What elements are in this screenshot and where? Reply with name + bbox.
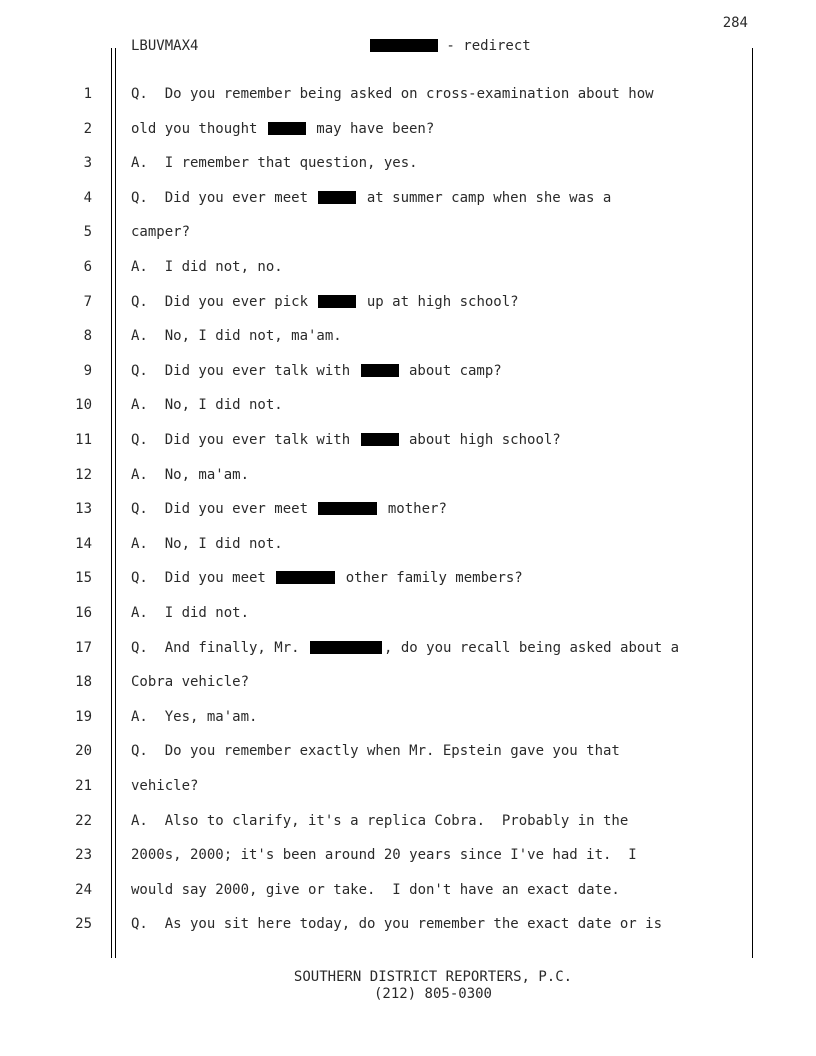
footer-phone: (212) 805-0300 — [373, 986, 492, 1002]
transcript-text: A. No, I did not. — [131, 536, 283, 552]
redaction-box — [318, 502, 377, 515]
transcript-line — [131, 882, 620, 898]
redaction-box — [268, 122, 306, 135]
transcript-text: 2000s, 2000; it's been around 20 years since I've had it. I — [131, 847, 637, 863]
transcript-text: mother? — [379, 501, 447, 517]
line-number: 11 — [75, 432, 92, 448]
transcript-text: camper? — [131, 224, 191, 240]
line-number: 12 — [75, 467, 92, 483]
transcript-text: vehicle? — [131, 778, 199, 794]
line-number: 7 — [83, 294, 92, 310]
transcript-line — [131, 363, 502, 379]
line-number: 8 — [83, 328, 92, 344]
transcript-text: may have been? — [307, 121, 435, 137]
transcript-line — [131, 916, 662, 932]
redaction-box — [310, 641, 382, 654]
transcript-line — [131, 432, 561, 448]
line-number: 24 — [75, 882, 92, 898]
transcript-line — [131, 813, 628, 829]
line-number: 17 — [75, 640, 92, 656]
line-number: 20 — [75, 743, 92, 759]
transcript-text: A. Also to clarify, it's a replica Cobra. Probably in the — [131, 813, 629, 829]
line-number: 2 — [83, 121, 92, 137]
redaction-box — [370, 39, 438, 52]
transcript-line — [131, 501, 447, 517]
header-section-text: - redirect — [438, 38, 531, 54]
line-number: 18 — [75, 674, 92, 690]
transcript-text: A. No, ma'am. — [131, 467, 250, 483]
transcript-line — [131, 155, 418, 171]
transcript-line — [131, 674, 249, 690]
transcript-text: A. Yes, ma'am. — [131, 709, 258, 725]
transcript-line — [131, 121, 434, 137]
transcript-line — [131, 467, 249, 483]
left-margin-rule-inner — [115, 48, 116, 958]
line-number: 1 — [83, 86, 92, 102]
line-number: 6 — [83, 259, 92, 275]
transcript-line — [131, 294, 519, 310]
transcript-text: about high school? — [400, 432, 561, 448]
transcript-text: A. I did not, no. — [131, 259, 283, 275]
redaction-box — [318, 295, 356, 308]
transcript-line — [131, 570, 523, 586]
transcript-text: would say 2000, give or take. I don't have an exact date. — [131, 882, 620, 898]
line-number: 15 — [75, 570, 92, 586]
line-number: 9 — [83, 363, 92, 379]
line-number: 21 — [75, 778, 92, 794]
transcript-line — [131, 328, 342, 344]
transcript-text: A. I remember that question, yes. — [131, 155, 418, 171]
redaction-box — [276, 571, 335, 584]
line-number: 14 — [75, 536, 92, 552]
transcript-text: other family members? — [337, 570, 523, 586]
footer-reporter-name: SOUTHERN DISTRICT REPORTERS, P.C. — [293, 969, 573, 985]
transcript-text: Q. Do you remember being asked on cross-examination about how — [131, 86, 654, 102]
redaction-box — [361, 364, 399, 377]
transcript-line — [131, 778, 198, 794]
line-number: 10 — [75, 397, 92, 413]
right-margin-rule — [752, 48, 753, 958]
footer — [0, 969, 816, 1003]
line-number: 23 — [75, 847, 92, 863]
transcript-line — [131, 224, 190, 240]
transcript-line — [131, 640, 679, 656]
line-number: 3 — [83, 155, 92, 171]
line-number: 22 — [75, 813, 92, 829]
transcript-line — [131, 605, 249, 621]
transcript-text: up at high school? — [358, 294, 519, 310]
transcript-line — [131, 709, 257, 725]
transcript-text: Q. Did you meet — [131, 570, 275, 586]
header-case-code: LBUVMAX4 — [131, 38, 199, 54]
transcript-line — [131, 847, 637, 863]
line-number: 5 — [83, 224, 92, 240]
transcript-text: , do you recall being asked about a — [384, 640, 680, 656]
transcript-text: Cobra vehicle? — [131, 674, 250, 690]
transcript-line — [131, 397, 283, 413]
line-number: 13 — [75, 501, 92, 517]
transcript-text: Q. Do you remember exactly when Mr. Epstein gave you that — [131, 743, 620, 759]
transcript-line — [131, 190, 611, 206]
line-number: 16 — [75, 605, 92, 621]
transcript-text: Q. Did you ever pick — [131, 294, 317, 310]
transcript-text: Q. Did you ever talk with — [131, 363, 359, 379]
transcript-text: A. I did not. — [131, 605, 250, 621]
transcript-line — [131, 743, 620, 759]
line-number: 25 — [75, 916, 92, 932]
redaction-box — [318, 191, 356, 204]
left-margin-rule-outer — [111, 48, 112, 958]
transcript-text: at summer camp when she was a — [358, 190, 612, 206]
line-number: 19 — [75, 709, 92, 725]
transcript-text: A. No, I did not. — [131, 397, 283, 413]
transcript-text: Q. As you sit here today, do you remember the exact date or is — [131, 916, 663, 932]
transcript-line — [131, 259, 283, 275]
transcript-text: old you thought — [131, 121, 266, 137]
transcript-line — [131, 536, 283, 552]
transcript-text: A. No, I did not, ma'am. — [131, 328, 342, 344]
header-section-label — [370, 38, 531, 54]
transcript-text: Q. Did you ever talk with — [131, 432, 359, 448]
transcript-text: Q. And finally, Mr. — [131, 640, 309, 656]
transcript-text: about camp? — [400, 363, 502, 379]
redaction-box — [361, 433, 399, 446]
page-number: 284 — [722, 15, 748, 31]
line-number: 4 — [83, 190, 92, 206]
transcript-line — [131, 86, 654, 102]
transcript-text: Q. Did you ever meet — [131, 501, 317, 517]
transcript-text: Q. Did you ever meet — [131, 190, 317, 206]
